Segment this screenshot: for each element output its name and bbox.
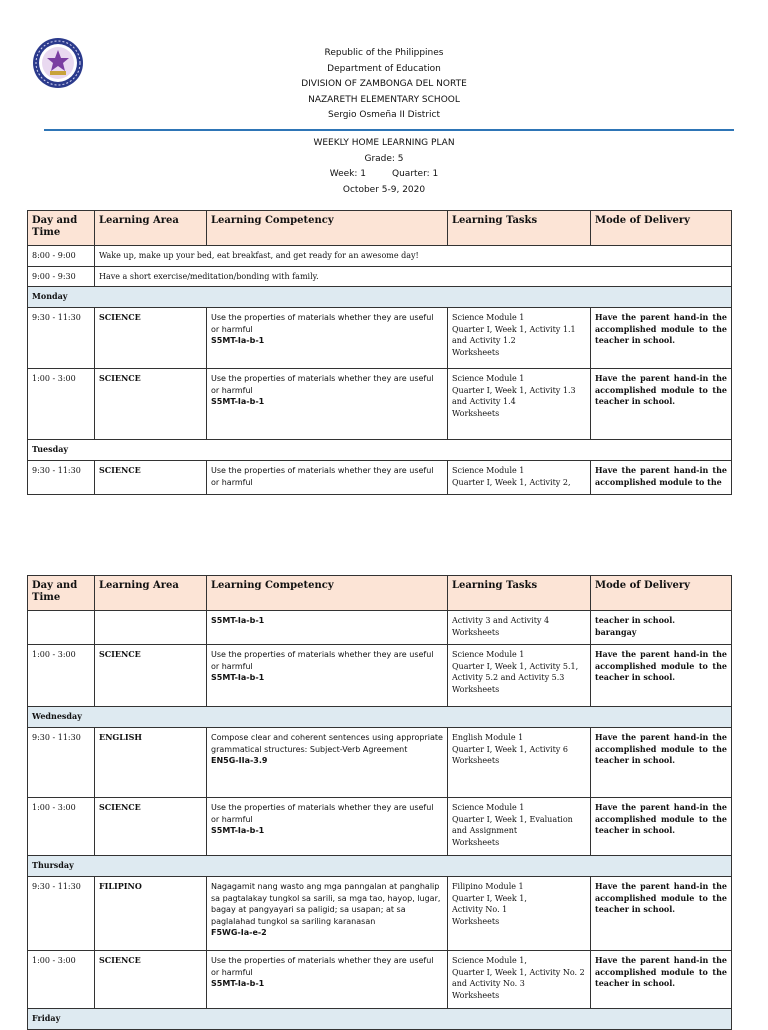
col-mode-of-delivery: Mode of Delivery <box>591 211 732 246</box>
learning-plan-table-page-1 <box>27 210 732 495</box>
mode-line: teacher in school. <box>595 615 676 625</box>
task-line: Science Module 1 <box>452 374 525 383</box>
area-cell: SCIENCE <box>95 645 207 707</box>
table-row-continued <box>28 611 732 645</box>
header-line-district: Sergio Osmeña II District <box>327 110 441 120</box>
mode-cell: Have the parent hand-in the accomplished module to the teacher in school. <box>591 877 732 951</box>
plan-title: WEEKLY HOME LEARNING PLAN <box>313 138 455 148</box>
col-learning-tasks: Learning Tasks <box>448 576 591 611</box>
plan-week: Week: 1 <box>329 169 367 179</box>
task-line: Worksheets <box>452 990 500 1000</box>
task-line: Worksheets <box>452 916 500 926</box>
time-cell: 1:00 - 3:00 <box>28 951 95 1009</box>
task-line: Worksheets <box>452 837 500 847</box>
header-line-republic: Republic of the Philippines <box>324 48 444 58</box>
col-learning-tasks: Learning Tasks <box>448 211 591 246</box>
table-row <box>28 645 732 707</box>
competency-cell <box>207 645 448 707</box>
competency-cell <box>207 798 448 856</box>
mode-cell: Have the parent hand-in the accomplished module to the teacher in school. <box>591 798 732 856</box>
competency-text: Use the properties of materials whether they are useful or harmful <box>211 313 434 334</box>
competency-text: Use the properties of materials whether they are useful or harmful <box>211 374 434 395</box>
day-row-wednesday <box>28 707 732 728</box>
time-cell: 9:30 - 11:30 <box>28 461 95 495</box>
table-row <box>28 798 732 856</box>
competency-cell <box>207 369 448 440</box>
time-cell: 9:30 - 11:30 <box>28 877 95 951</box>
task-line: Worksheets <box>452 627 500 637</box>
competency-code: S5MT-Ia-b-1 <box>211 826 265 835</box>
day-row-monday <box>28 287 732 308</box>
tasks-cell <box>448 611 591 645</box>
task-line: Science Module 1 <box>452 803 525 812</box>
competency-code: F5WG-Ia-e-2 <box>211 928 267 937</box>
col-learning-competency: Learning Competency <box>207 576 448 611</box>
task-line: Science Module 1 <box>452 650 525 659</box>
area-cell: SCIENCE <box>95 461 207 495</box>
plan-info <box>0 136 768 198</box>
task-line: Worksheets <box>452 684 500 694</box>
competency-text: Use the properties of materials whether they are useful or harmful <box>211 803 434 824</box>
task-line: Activity No. 1 <box>452 905 508 914</box>
table-row <box>28 728 732 798</box>
task-line: Quarter I, Week 1, Activity 1.3 and Activity 1.4 <box>452 385 576 406</box>
table-header-row <box>28 211 732 246</box>
area-cell: FILIPINO <box>95 877 207 951</box>
tasks-cell <box>448 308 591 369</box>
competency-text: Compose clear and coherent sentences using appropriate grammatical structures: Subject-Verb Agreement <box>211 733 443 754</box>
time-cell <box>28 611 95 645</box>
area-cell <box>95 611 207 645</box>
col-mode-of-delivery: Mode of Delivery <box>591 576 732 611</box>
task-line: Filipino Module 1 <box>452 882 524 891</box>
day-row-friday <box>28 1009 732 1030</box>
task-line: Worksheets <box>452 408 500 418</box>
competency-text: Use the properties of materials whether they are useful or harmful <box>211 466 434 487</box>
time-cell: 1:00 - 3:00 <box>28 369 95 440</box>
day-row-thursday <box>28 856 732 877</box>
time-cell: 9:30 - 11:30 <box>28 308 95 369</box>
mode-line: barangay <box>595 626 637 637</box>
day-label: Tuesday <box>28 440 732 461</box>
day-label: Monday <box>28 287 732 308</box>
task-line: Worksheets <box>452 347 500 357</box>
tasks-cell <box>448 728 591 798</box>
mode-cell: Have the parent hand-in the accomplished module to the teacher in school. <box>591 728 732 798</box>
task-line: Science Module 1, <box>452 956 527 965</box>
competency-text: Use the properties of materials whether they are useful or harmful <box>211 956 434 977</box>
task-line: Quarter I, Week 1, Activity 2, <box>452 477 571 487</box>
task-line: Science Module 1 <box>452 313 525 322</box>
area-cell: SCIENCE <box>95 308 207 369</box>
tasks-cell <box>448 461 591 495</box>
header-line-department: Department of Education <box>327 63 441 74</box>
task-line: English Module 1 <box>452 733 524 742</box>
competency-code: S5MT-Ia-b-1 <box>211 336 265 345</box>
competency-code: S5MT-Ia-b-1 <box>211 673 265 682</box>
task-line: Science Module 1 <box>452 466 525 475</box>
table-row <box>28 266 732 287</box>
table-row <box>28 951 732 1009</box>
competency-text: Nagagamit nang wasto ang mga panngalan at panghalip sa pagtalakay tungkol sa sarili, sa mga tao, hayop, lugar, bagay at pangyayari sa paligid; sa usapan; at sa paglalahad tungkol sa sariling karanasan <box>211 882 441 926</box>
area-cell: SCIENCE <box>95 369 207 440</box>
day-label: Wednesday <box>28 707 732 728</box>
table-row <box>28 877 732 951</box>
table-row <box>28 369 732 440</box>
learning-plan-table-page-2 <box>27 575 732 1030</box>
general-activity-cell: Wake up, make up your bed, eat breakfast, and get ready for an awesome day! <box>95 246 732 267</box>
mode-cell: Have the parent hand-in the accomplished module to the teacher in school. <box>591 951 732 1009</box>
task-line: Quarter I, Week 1, Activity 1.1 and Activity 1.2 <box>452 324 576 345</box>
competency-text: Use the properties of materials whether they are useful or harmful <box>211 650 434 671</box>
tasks-cell <box>448 951 591 1009</box>
col-day-time: Day and Time <box>28 576 95 611</box>
plan-grade: Grade: 5 <box>364 153 404 164</box>
mode-cell: Have the parent hand-in the accomplished module to the teacher in school. <box>591 369 732 440</box>
competency-cell <box>207 728 448 798</box>
tasks-cell <box>448 798 591 856</box>
task-line: Quarter I, Week 1, Evaluation and Assignment <box>452 814 573 835</box>
header-line-school: NAZARETH ELEMENTARY SCHOOL <box>308 94 460 105</box>
general-activity-cell: Have a short exercise/meditation/bonding with family. <box>95 266 732 287</box>
day-label: Thursday <box>28 856 732 877</box>
mode-cell <box>591 611 732 645</box>
col-learning-competency: Learning Competency <box>207 211 448 246</box>
task-line: Quarter I, Week 1, Activity 6 <box>452 744 568 754</box>
day-label: Friday <box>28 1009 732 1030</box>
mode-cell: Have the parent hand-in the accomplished module to the teacher in school. <box>591 308 732 369</box>
area-cell: SCIENCE <box>95 798 207 856</box>
header-divider <box>44 129 734 131</box>
competency-cell <box>207 308 448 369</box>
task-line: Quarter I, Week 1, Activity 5.1, Activity 5.2 and Activity 5.3 <box>452 661 579 682</box>
table-header-row <box>28 576 732 611</box>
task-line: Quarter I, Week 1, <box>452 893 527 903</box>
tasks-cell <box>448 877 591 951</box>
day-row-tuesday <box>28 440 732 461</box>
table-row <box>28 461 732 495</box>
col-learning-area: Learning Area <box>95 211 207 246</box>
competency-code: S5MT-Ia-b-1 <box>211 397 265 406</box>
time-cell: 9:30 - 11:30 <box>28 728 95 798</box>
plan-quarter: Quarter: 1 <box>392 169 439 179</box>
competency-cell <box>207 951 448 1009</box>
competency-cell <box>207 461 448 495</box>
competency-cell <box>207 611 448 645</box>
time-cell: 1:00 - 3:00 <box>28 645 95 707</box>
task-line: Activity 3 and Activity 4 <box>452 616 550 625</box>
plan-dates: October 5-9, 2020 <box>342 184 426 195</box>
header-line-division: DIVISION OF ZAMBONGA DEL NORTE <box>301 79 467 89</box>
competency-code: EN5G-IIa-3.9 <box>211 756 268 765</box>
document-header <box>0 46 768 124</box>
mode-cell: Have the parent hand-in the accomplished module to the teacher in school. <box>591 645 732 707</box>
plan-week-quarter <box>0 167 768 183</box>
competency-cell <box>207 877 448 951</box>
col-learning-area: Learning Area <box>95 576 207 611</box>
time-cell: 8:00 - 9:00 <box>28 246 95 267</box>
table-row <box>28 246 732 267</box>
competency-code: S5MT-Ia-b-1 <box>211 616 265 625</box>
task-line: Quarter I, Week 1, Activity No. 2 and Activity No. 3 <box>452 967 585 988</box>
time-cell: 9:00 - 9:30 <box>28 266 95 287</box>
table-row <box>28 308 732 369</box>
tasks-cell <box>448 645 591 707</box>
time-cell: 1:00 - 3:00 <box>28 798 95 856</box>
task-line: Worksheets <box>452 756 500 765</box>
mode-cell: Have the parent hand-in the accomplished module to the <box>591 461 732 495</box>
area-cell: SCIENCE <box>95 951 207 1009</box>
competency-code: S5MT-Ia-b-1 <box>211 979 265 988</box>
tasks-cell <box>448 369 591 440</box>
area-cell: ENGLISH <box>95 728 207 798</box>
col-day-time: Day and Time <box>28 211 95 246</box>
